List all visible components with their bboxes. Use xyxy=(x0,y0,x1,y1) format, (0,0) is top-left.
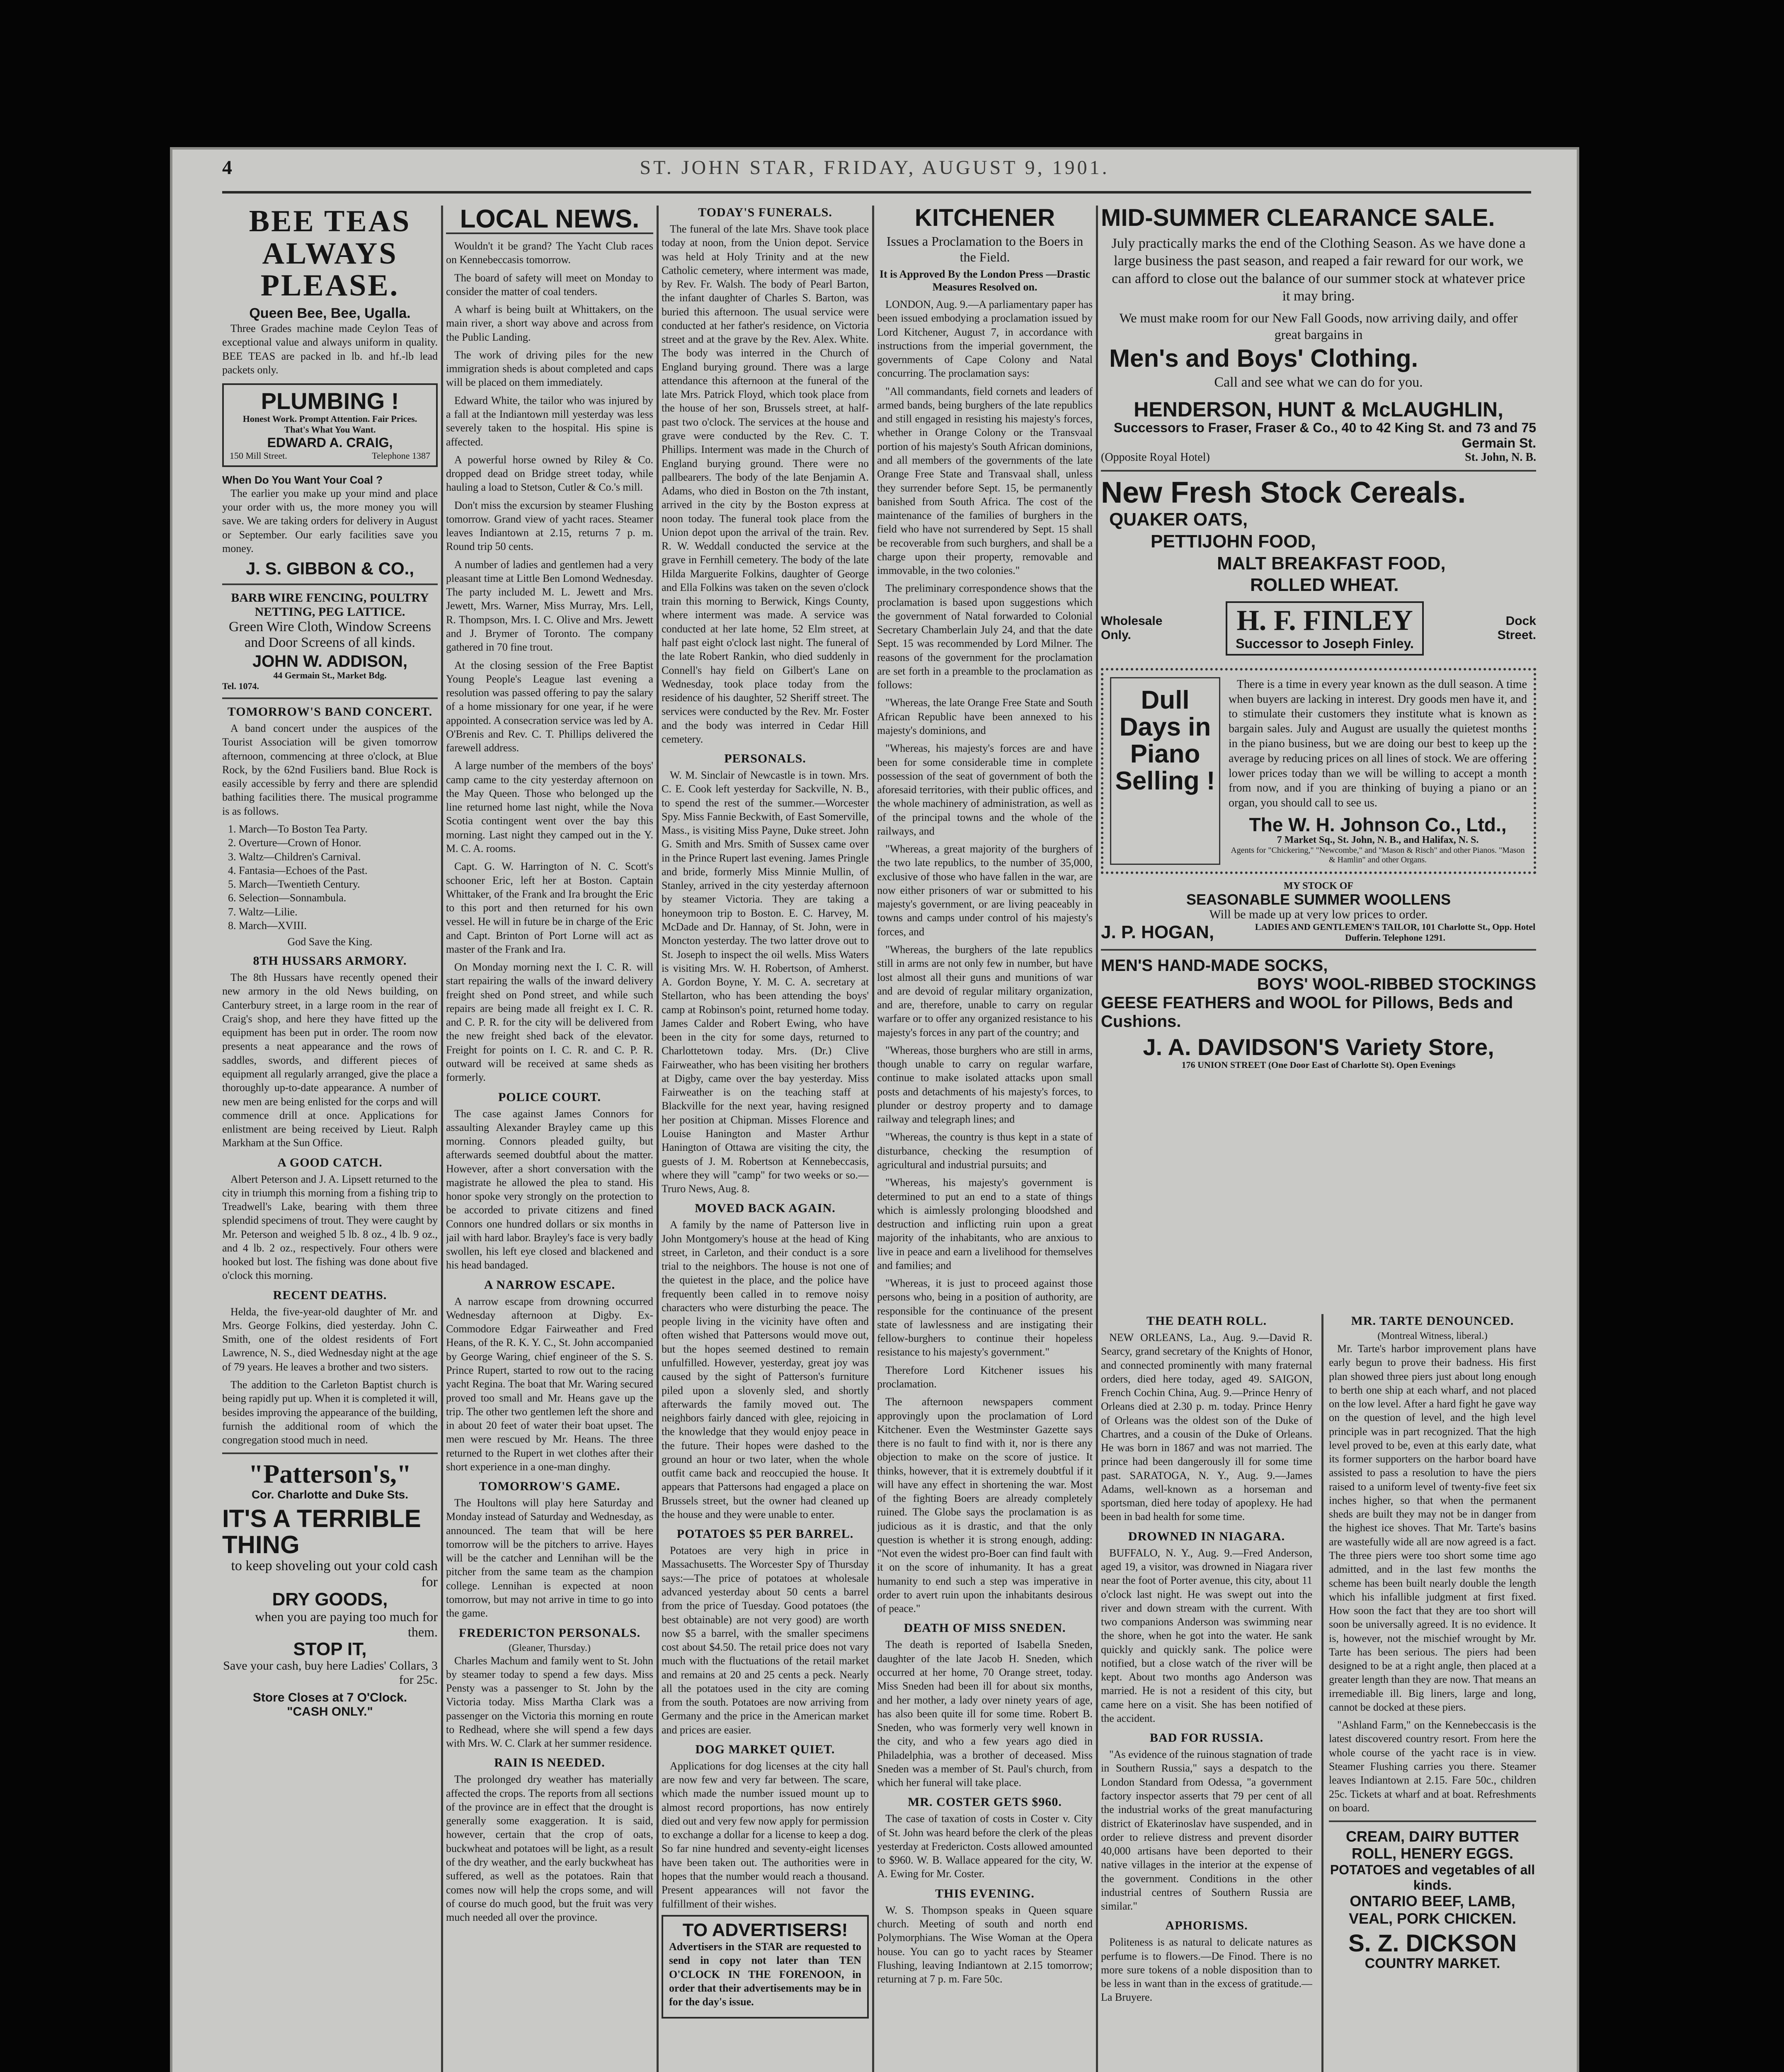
piano-ad xyxy=(1101,668,1536,874)
local-item: The work of driving piles for the new immigration sheds is about completed and caps will be placed on them immediately. xyxy=(446,349,653,389)
coster-heading: MR. COSTER GETS $960. xyxy=(908,1795,1062,1809)
russia-body: "As evidence of the ruinous stagnation of trade in Southern Russia," says a despatch to the London Standard from Odessa, "a government factory inspector asserts that 79 per cent of all the industrial works of the great manufacturing district of Ekaterinoslav have suspended, and in order to relieve distress and prevent disorder 40,000 artisans have been deported to their native villages in the interior at the expense of the government. Conditions in the other industrial centres of Southern Russia are similar." xyxy=(1101,1748,1312,1912)
davidson-address: 176 UNION STREET (One Door East of Charlotte St). Open Evenings xyxy=(1181,1060,1456,1070)
masthead xyxy=(172,152,1577,187)
death-roll-body: NEW ORLEANS, La., Aug. 9.—David R. Searcy, grand secretary of the Knights of Honor, and connected prominently with many fraternal orders, died here today, aged 49. SAIGON, French Cochin China, Aug. 9.—Prince Henry of Orleans died at 2.30 p. m. today. Prince Henry of Orleans was the oldest son of the Duke of Chartres, and a cousin of the Duke of Orleans. He was born in 1867 and was not married. The prince had been dangerously ill for some time past. SARATOGA, N. Y., Aug. 9.—James Adams, well-known as a horseman and sportsman, died here today of apoplexy. He had been in bad health for some time. xyxy=(1101,1331,1312,1523)
addison-name: JOHN W. ADDISON, xyxy=(252,652,408,671)
sale-body-2: We must make room for our New Fall Goods, now arriving daily, and offer great bargains in xyxy=(1119,310,1518,342)
personals-body: W. M. Sinclair of Newcastle is in town. Mrs. C. E. Cook left yesterday for Sackville, N. B., to spend the rest of the summer.—Worcester Spy. Miss Fannie Beckwith, of East Somerville, Mass., is visiting Miss Payne, Duke street. John G. Smith and Mrs. Smith of Sussex came over in the Prince Rupert last evening. James Pringle and bride, formerly Miss Minnie Mullin, of Stanley, arrived in the city yesterday afternoon by steamer Victoria. They are taking a honeymoon trip to Boston. E. C. Harvey, M. McDade and Dr. Hannay, of St. John, were in Moncton yesterday. The two latter drove out to St. Joseph to inspect the oil wells. Miss Waters is visiting Mrs. W. H. Robertson, of Amherst. A. Gordon Boyne, Y. M. C. A. secretary at Stellarton, who has been attending the boys' camp at Robinson's point, returned home today. James Calder and Robert Ewing, who have been in the city for some days, returned to Charlottetown today. Mrs. (Dr.) Clive Fairweather, who has been visiting her brothers at Digby, came over the bay yesterday. Miss Fairweather is on the teaching staff at Blackville for the next year, having resigned her position at Chipman. Misses Florence and Louise Hanington and Master Arthur Hanington of Ottawa are visiting the city, the guests of J. M. Robertson at Kennebeccasis, where they will "camp" for two weeks or so.—Truro News, Aug. 8. xyxy=(662,769,869,1195)
henderson-opposite: (Opposite Royal Hotel) xyxy=(1101,451,1210,464)
moved-body: A family by the name of Patterson live in John Montgomery's house at the head of King street, in Carleton, and their conduct is a sore trial to the neighbors. The house is not one of the quietest in the place, and the police have frequently been called in to remove noisy characters who were disturbing the peace. The people living in the vicinity have often and often wished that Pattersons would move out, but the hopes seemed destined to remain unfulfilled. However, yesterday, great joy was caused by the sight of Patterson's furniture piled upon a slovenly sled, and shortly afterwards the family moved out. The neighbors fairly danced with glee, rejoicing in the knowledge that they would enjoy peace in the future. Their hopes were dashed to the ground an hour or two later, when the whole outfit came back and reoccupied the house. It appears that Pattersons had engaged a place on Brussels street, but the owner had cleaned up the house and they were unable to enter. xyxy=(662,1219,869,1520)
coster-body: The case of taxation of costs in Coster v. City of St. John was heard before the clerk of the pleas yesterday at Fredericton. Costs allowed amounted to $960. W. B. Wallace appeared for the city, W. A. Ewing for Mr. Coster. xyxy=(877,1813,1093,1880)
divider xyxy=(1101,470,1536,472)
fredericton-body: Charles Machum and family went to St. John by steamer today to spend a few days. Miss Pensty was a passenger to St. John by the Victoria today. Miss Martha Clark was a passenger on the Victoria this morning en route to Redhead, where she will spend a few days with Mrs. W. C. Clark at her summer residence. xyxy=(446,1654,653,1750)
cereal-item: ROLLED WHEAT. xyxy=(1250,575,1399,595)
cereals-title: New Fresh Stock Cereals. xyxy=(1101,476,1466,510)
local-item: The board of safety will meet on Monday to consider the matter of coal tenders. xyxy=(446,271,653,298)
kitchener-para: Therefore Lord Kitchener issues his proclamation. xyxy=(877,1364,1093,1390)
kitchener-para: "Whereas, those burghers who are still in arms, though unable to carry on regular warfare, continue to make isolated attacks upon small posts and detachments of his majesty's forces, to plunder or destroy property and to damage railway and telegraph lines; and xyxy=(877,1044,1093,1126)
escape-heading: A NARROW ESCAPE. xyxy=(484,1278,616,1292)
dog-heading: DOG MARKET QUIET. xyxy=(695,1742,835,1756)
divider xyxy=(1101,949,1536,951)
sale-title: MID-SUMMER CLEARANCE SALE. xyxy=(1101,206,1495,231)
kitchener-title: KITCHENER xyxy=(914,206,1055,231)
potatoes-body: Potatoes are very high in price in Massachusetts. The Worcester Spy of Thursday says:—The price of potatoes at wholesale advanced yesterday about 50 cents a barrel from the price of Tuesday. Good potatoes (the best obtainable) are not very good) are worth now $5 a barrel, with the smaller specimens cost about $4.50. The retail price does not vary much with the fluctuations of the retail market and remains at 20 and 25 cents a peck. Nearly all the potatoes used in the city are coming from the south. Potatoes are now arriving from Germany and the price in the American market and prices are easier. xyxy=(662,1544,869,1736)
cereal-item: MALT BREAKFAST FOOD, xyxy=(1217,553,1446,574)
henderson-sub: Successors to Fraser, Fraser & Co., 40 to 42 King St. and 73 and 75 Germain St. xyxy=(1113,420,1536,451)
patterson-stop: STOP IT, xyxy=(293,1639,367,1659)
plumbing-title: PLUMBING ! xyxy=(261,388,399,414)
personals-heading: PERSONALS. xyxy=(724,752,806,766)
addison-lines: BARB WIRE FENCING, POULTRY NETTING, PEG LATTICE. xyxy=(231,591,429,619)
davidson-name: J. A. DAVIDSON'S Variety Store, xyxy=(1143,1034,1494,1060)
catch-body: Albert Peterson and J. A. Lipsett returned to the city in triumph this morning from a fishing trip to Treadwell's Lake, bearing with them three splendid specimens of trout. They were caught by Mr. Peterson and weighed 5 lb. 8 oz., 4 lb. 9 oz., and 4 lb. 2 oz., respectively. Four others were hooked but lost. The fishing was done about five o'clock this morning. xyxy=(222,1173,438,1282)
addison-body: Green Wire Cloth, Window Screens and Door Screens of all kinds. xyxy=(229,619,431,650)
local-item: A number of ladies and gentlemen had a very pleasant time at Little Ben Lomond Wednesday. The party included M. L. Jewett and Mrs. Jewett, Mrs. Warner, Miss Murray, Mrs. Lell, R. Thompson, Mrs. I. C. Olive and Mrs. Jewett and J. Brymer of Toronto. The company gathered in 70 fine trout. xyxy=(446,558,653,654)
piano-body: There is a time in every year known as the dull season. A time when buyers are lacking in interest. Dry goods men have it, and to stimulate their customers they institute what is known as bargain sales. July and August are usually the quietest months in the piano business, but we are doing our best to keep up the average by reducing prices on all lines of stock. We are offering lower prices today than we will be willing to accept a month from now, and if you are thinking of buying a piano or an organ, you should call to see us. xyxy=(1229,678,1527,810)
bee-teas-ad xyxy=(222,206,438,377)
patterson-name: "Patterson's," xyxy=(248,1459,412,1489)
patterson-closes: Store Closes at 7 O'Clock. xyxy=(252,1690,407,1704)
finley-successor: Successor to Joseph Finley. xyxy=(1236,636,1414,651)
kitchener-deck-2: It is Approved By the London Press —Drastic Measures Resolved on. xyxy=(879,268,1091,293)
dickson-line-2: POTATOES and vegetables of all kinds. xyxy=(1330,1862,1535,1893)
hogan-info: LADIES AND GENTLEMEN'S TAILOR, 101 Charlotte St., Opp. Hotel Dufferin. Telephone 1291. xyxy=(1255,922,1536,943)
cereal-item: PETTIJOHN FOOD, xyxy=(1151,531,1316,552)
addison-address: 44 Germain St., Market Bdg. xyxy=(273,670,387,681)
henderson-city: St. John, N. B. xyxy=(1465,451,1536,464)
finley-dock: Dock Street. xyxy=(1497,614,1536,642)
ashland-body: "Ashland Farm," on the Kennebeccasis is the latest discovered country resort. From here the whole course of the yacht race is in view. Steamer Flushing carries you there. Steamer leaves Indiantown at 2.15. Fare 50c., children 25c. Tickets at wharf and at boat. Refreshments on board. xyxy=(1329,1719,1536,1814)
funerals-body: The funeral of the late Mrs. Shave took place today at noon, from the Union depot. Service was held at Holy Trinity and at the new Catholic cemetery, where interment was made, by Rev. Fr. Walsh. The body of Pearl Barton, the infant daughter of Charles S. Barton, was buried this afternoon. The usual service were conducted at her father's residence, on Victoria street and at the grave by the Rev. Alex. White. The body was interred in the Church of England burying ground. There was a large attendance this afternoon at the funeral of the late Mrs. Patrick Floyd, which took place from the house of her son, Brussels street, at half-past two o'clock. The services at the house and grave were conducted by the Rev. C. T. Phillips. Interment was made in the Church of England burying ground. There were no pallbearers. The body of the late Benjamin A. Adams, who died in Boston on the 7th instant, arrived in the city by the Boston express at noon today. The funeral took place from the Union depot upon the arrival of the train. Rev. R. W. Weddall conducted the service at the grave in Fernhill cemetery. The body of the late Hilda Marguerite Folkins, daughter of George and Ella Folkins was taken on the seven o'clock train this morning to Berwick, Kings County, where interment was made. A service was conducted at her late home, 52 Elm street, at half past eight o'clock last night. The funeral of the late Robert Rankin, who died suddenly in Connell's hay field on Gilbert's Lane on Wednesday, took place today from the residence of his daughter, 52 Sheriff street. The services were conducted by the Rev. Mr. Foster and the body was interred in Cedar Hill cemetery. xyxy=(662,223,869,745)
bee-teas-title: BEE TEAS ALWAYS PLEASE. xyxy=(249,206,411,303)
header-rule xyxy=(222,191,1531,194)
plumbing-name: EDWARD A. CRAIG, xyxy=(267,435,393,450)
kitchener-para: "Whereas, it is just to proceed against those persons who, being in a position of authority, are responsible for the continuance of the present state of lawlessness and are instigating their fellow-burghers to continue their hopeless resistance to his majesty's government." xyxy=(877,1277,1093,1358)
dickson-line-3: ONTARIO BEEF, LAMB, VEAL, PORK CHICKEN. xyxy=(1348,1893,1517,1927)
programme-item: 3. Waltz—Children's Carnival. xyxy=(239,850,438,864)
local-item: At the closing session of the Free Baptist Young People's League last evening a resolution was passed offering to pay the salary of a home missionary for one year, if he were appointed. A consecration service was led by A. O'Brenis and Rev. C. T. Phillips delivered the farewell address. xyxy=(446,659,653,754)
programme-item: 2. Overture—Crown of Honor. xyxy=(239,836,438,850)
bee-teas-body: Three Grades machine made Ceylon Teas of exceptional value and always uniform in quality. BEE TEAS are packed in lb. and hf.-lb lead packets only. xyxy=(222,322,438,376)
plumbing-address: 150 Mill Street. xyxy=(230,450,287,461)
local-item: Wouldn't it be grand? The Yacht Club races on Kennebeccasis tomorrow. xyxy=(446,240,653,266)
kitchener-deck-1: Issues a Proclamation to the Boers in the Field. xyxy=(886,233,1083,265)
sneden-body: The death is reported of Isabella Sneden, daughter of the late Jacob H. Sneden, which occurred at her home, 70 Orange street, today. Miss Sneden had been ill for about six months, and her mother, a lady over ninety years of age, has also been quite ill for some time. Robert B. Sneden, who was formerly very well known in the city, and who a few years ago died in Philadelphia, was a brother of deceased. Miss Sneden was a member of St. Paul's church, from which her funeral will take place. xyxy=(877,1639,1093,1789)
coal-question: When Do You Want Your Coal ? xyxy=(222,473,383,486)
column-rule xyxy=(1096,206,1098,2072)
programme-item: 6. Selection—Sonnambula. xyxy=(239,891,438,905)
hogan-name: J. P. HOGAN, xyxy=(1101,922,1214,943)
henderson-name: HENDERSON, HUNT & McLAUGHLIN, xyxy=(1134,397,1503,421)
kitchener-para: "Whereas, the country is thus kept in a state of disturbance, checking the resumption of agricultural and industrial pursuits; and xyxy=(877,1131,1093,1171)
local-item: Don't miss the excursion by steamer Flushing tomorrow. Grand view of yacht races. Steamer leaves Indiantown at 2.15, returns 7 p. m. Round trip 50 cents. xyxy=(446,499,653,553)
hogan-title: SEASONABLE SUMMER WOOLLENS xyxy=(1186,891,1451,908)
plumbing-ad xyxy=(222,383,438,467)
niagara-body: BUFFALO, N. Y., Aug. 9.—Fred Anderson, aged 19, a visitor, was drowned in Niagara river near the foot of Porter avenue, this city, about 11 o'clock last night. He was swept out into the river and down stream with the current. With two companions Anderson was swimming near the shore, when he got into the water. He sank quickly and quickly sank. The police were notified, but a close watch of the river will be kept. About two months ago Anderson was married. He is not a resident of this city, but came here on a visit. She has been notified of the accident. xyxy=(1101,1547,1312,1724)
kitchener-para: "Whereas, his majesty's government is determined to put an end to a state of things which is aimlessly prolonging bloodshed and destruction and inflicting ruin upon a great majority of the inhabitants, who are anxious to live in peace and earn a livelihood for themselves and families; and xyxy=(877,1176,1093,1271)
game-body: The Houltons will play here Saturday and Monday instead of Saturday and Wednesday, as announced. The team that will be here tomorrow will be the pitchers to arrive. Hayes will be the catcher and Lennihan will be the pitcher from the same team as the champion college. Lennihan is expected at noon tomorrow, but may not arrive in time to go into the game. xyxy=(446,1497,653,1619)
rain-heading: RAIN IS NEEDED. xyxy=(494,1756,605,1770)
local-item: On Monday morning next the I. C. R. will start repairing the walls of the inward delivery freight shed on Pond street, and while such repairs are being made all freight ex I. C. R. and C. P. R. for the city will be delivered from the new freight shed back of the elevator. Freight for points on I. C. R. and C. P. R. outward will be received at same sheds as formerly. xyxy=(446,961,653,1084)
davidson-line-1: MEN'S HAND-MADE SOCKS, xyxy=(1101,956,1328,975)
advertisers-heading: TO ADVERTISERS! xyxy=(682,1920,848,1940)
patterson-line3: Save your cash, buy here Ladies' Collars, 3 for 25c. xyxy=(223,1658,438,1687)
cereal-item: QUAKER OATS, xyxy=(1109,509,1248,530)
plumbing-phone: Telephone 1387 xyxy=(372,450,430,461)
armory-heading: 8TH HUSSARS ARMORY. xyxy=(253,954,407,968)
tarte-body: Mr. Tarte's harbor improvement plans have early begun to prove their badness. His first plan showed three piers just about long enough to berth one ship at each wharf, and not placed on the low level. After a hard fight he gave way on the question of level, and the high level principle was in part recognized. That the high level proved to be, even at this early date, what its former supporters on the harbor board have assisted to pass a resolution to have the piers raised to a uniform level of twenty-five feet six inches higher, so that when the permanent sheds are built they may not be in danger from the highest ice shoves. That Mr. Tarte's basins are wastefully wide all are now agreed is a fact. The three piers were too short some time ago admitted, and in the last few months the scheme has been built nearly double the length which his infallible judgment at first fixed. How soon the fact that they are too short will soon be universally agreed. It is no evidence. It is, however, not the mischief wrought by Mr. Tarte has been serious. The piers had been designed to be at a right angle, then placed at a greater length than they are now. That means an irremediable ill. Big liners, large and long, cannot be docked at these piers. xyxy=(1329,1343,1536,1713)
divider xyxy=(1329,1820,1536,1822)
hogan-sub: Will be made up at very low prices to order. xyxy=(1209,908,1428,922)
column-4 xyxy=(877,206,1093,2072)
patterson-line1: to keep shoveling out your cold cash for xyxy=(231,1558,438,1590)
rain-body: The prolonged dry weather has materially affected the crops. The reports from all sections of the province are in effect that the drought is generally some exaggeration. It is said, however, certain that the crop of oats, buckwheat and potatoes will be light, as a result of the dry weather, and the early buckwheat has suffered, as well as the potatoes. Rain that comes now will help the crops some, and will of course do much good, but the fruit was very much needed all over the province. xyxy=(446,1773,653,1924)
local-item: A powerful horse owned by Riley & Co. dropped dead on Bridge street today, while hauling a load to Stetson, Cutler & Co.'s mill. xyxy=(446,453,653,494)
evening-heading: THIS EVENING. xyxy=(935,1886,1035,1900)
funerals-heading: TODAY'S FUNERALS. xyxy=(698,206,832,219)
fredericton-source: (Gleaner, Thursday.) xyxy=(509,1642,591,1653)
sneden-heading: DEATH OF MISS SNEDEN. xyxy=(904,1621,1066,1635)
deaths-body: Helda, the five-year-old daughter of Mr. and Mrs. George Folkins, died yesterday. John C. Smith, one of the oldest residents of Fort Lawrence, N. S., died Wednesday night at the age of 79 years. He leaves a brother and two sisters. xyxy=(222,1305,438,1373)
patterson-line2: when you are paying too much for them. xyxy=(255,1609,438,1639)
divider xyxy=(222,1452,438,1454)
local-item: A large number of the members of the boys' camp came to the city yesterday afternoon on the May Queen. Those who belonged up the line returned home last night, while the Nova Scotia contingent went over the bay this morning. Last night they camped out in the Y. M. C. A. rooms. xyxy=(446,760,653,854)
aphorisms-body: Politeness is as natural to delicate natures as perfume is to flowers.—De Finod. There is no more sure tokens of a noble disposition than to be less in want than in the excess of gratitude.—La Bruyere. xyxy=(1101,1936,1312,2004)
programme-item: 5. March—Twentieth Century. xyxy=(239,877,438,891)
piano-agents: Agents for "Chickering," "Newcombe," and "Mason & Risch" and other Pianos. "Mason & Hamlin" and other Organs. xyxy=(1231,846,1525,865)
patterson-cash: "CASH ONLY." xyxy=(287,1704,373,1719)
potatoes-heading: POTATOES $5 PER BARREL. xyxy=(676,1527,854,1541)
kitchener-para: The afternoon newspapers comment approvingly upon the proclamation of Lord Kitchener. Even the Westminster Gazette says there is no fault to find with it, nor is there any objection to make on the score of justice. It thinks, however, that it is extremely doubtful if it will have any effect in shortening the war. Most of the fighting Boers are already completely ruined. The Globe says the proclamation is as judicious as it is drastic, and that the only question is whether it is strong enough, adding: "Not even the widest pro-Boer can find fault with it on the score of inhumanity. It has a great humanity to end such a step was imperative in order to avert ruin upon the inhabitants desirous of peace." xyxy=(877,1396,1093,1615)
patterson-headline: IT'S A TERRIBLE THING xyxy=(222,1504,421,1559)
kitchener-para: "All commandants, field cornets and leaders of armed bands, being burghers of the late republics and still engaged in resisting his majesty's forces, whether in Orange Colony or the Transvaal portion of his majesty's South African dominions, and all members of the governments of the late Orange Free State and Transvaal shall, unless they surrender before Sept. 15, be permanently banished from South Africa. The cost of the maintenance of the families of burghers in the field who have not surrendered by Sept. 15 shall be recoverable from such burghers, and shall be a charge upon their property, removable and immovable, in the two colonies." xyxy=(877,385,1093,577)
programme-item: 1. March—To Boston Tea Party. xyxy=(239,822,438,836)
plumbing-tagline: Honest Work. Prompt Attention. Fair Prices. That's What You Want. xyxy=(242,413,417,435)
finley-wholesale: Wholesale Only. xyxy=(1101,614,1163,642)
finley-box xyxy=(1226,601,1424,656)
kitchener-para: "Whereas, the late Orange Free State and South African Republic have been annexed to his majesty's dominions, and xyxy=(877,697,1093,737)
column-2 xyxy=(446,206,653,2072)
band-heading: TOMORROW'S BAND CONCERT. xyxy=(227,705,433,719)
armory-body: The 8th Hussars have recently opened their new armory in the old News building, on Canterbury street, in a large room in the rear of Craig's shop, and here they have fitted up the equipment has been put in order. The room now presents a neat appearance and the rows of saddles, swords, and different pieces of equipment all regularly arranged, give the place a thoroughly up-to-date appearance. A number of new men are being enlisted for the corps and will commence drill at once. Applications for enlistment are being received by Lieut. Ralph Markham at the Sun Office. xyxy=(222,971,438,1149)
programme-item: 7. Waltz—Lilie. xyxy=(239,905,438,919)
moved-heading: MOVED BACK AGAIN. xyxy=(695,1201,836,1215)
band-close: God Save the King. xyxy=(287,936,373,948)
patterson-goods: DRY GOODS, xyxy=(272,1589,388,1610)
local-item: Capt. G. W. Harrington of N. C. Scott's schooner Eric, left her at Boston. Captain Whittaker, of the Frank and Ira brought the Eric to this port and then returned for his own vessel. He will in future be in charge of the Eric and Capt. Brinton of Port Lorne will act as master of the Frank and Ira. xyxy=(446,860,653,955)
dickson-name: S. Z. DICKSON xyxy=(1348,1930,1517,1957)
programme-item: 4. Fantasia—Echoes of the Past. xyxy=(239,864,438,877)
sale-big: Men's and Boys' Clothing. xyxy=(1109,344,1418,372)
game-heading: TOMORROW'S GAME. xyxy=(479,1479,621,1493)
kitchener-para: LONDON, Aug. 9.—A parliamentary paper has been issued embodying a proclamation issued by Lord Kitchener, August 7, in accordance with instructions from the imperial government, the governments of Cape Colony and Natal concurring. The proclamation says: xyxy=(877,298,1093,380)
piano-company: The W. H. Johnson Co., Ltd., xyxy=(1249,814,1507,836)
piano-dull: Dull Days in Piano Selling ! xyxy=(1110,677,1220,865)
dickson-line-1: CREAM, DAIRY BUTTER ROLL, HENERY EGGS. xyxy=(1345,1828,1519,1862)
local-item: Edward White, the tailor who was injured by a fall at the Indiantown mill yesterday was less severely taken to the hospital. His spine is affected. xyxy=(446,394,653,448)
piano-address: 7 Market Sq., St. John, N. B., and Halifax, N. S. xyxy=(1277,835,1479,846)
column-rule xyxy=(1321,1314,1323,2072)
death-roll-heading: THE DEATH ROLL. xyxy=(1146,1314,1267,1328)
column-3 xyxy=(662,206,869,2072)
dateline: ST. JOHN STAR, FRIDAY, AUGUST 9, 1901. xyxy=(640,157,1110,179)
advertisers-notice xyxy=(662,1915,869,2019)
russia-heading: BAD FOR RUSSIA. xyxy=(1149,1731,1264,1745)
fredericton-heading: FREDERICTON PERSONALS. xyxy=(458,1626,641,1640)
evening-body: W. S. Thompson speaks in Queen square church. Meeting of south and north end Polymorphians. The Wise Woman at the Opera house. You can go to yacht races by Steamer Flushing, leaving Indiantown at 2.15 tomorrow; returning at 7 p. m. Fare 50c. xyxy=(877,1904,1093,1985)
kitchener-para: "Whereas, a great majority of the burghers of the two late republics, to the number of 35,000, exclusive of those who have fallen in the war, are now either prisoners of war or submitted to his majesty's government, or are living peaceably in towns and camps under control of his majesty's forces, and xyxy=(877,843,1093,938)
aphorisms-heading: APHORISMS. xyxy=(1165,1919,1248,1933)
police-body: The case against James Connors for assaulting Alexander Brayley came up this morning. Connors pleaded guilty, but afterwards seemed doubtful about the matter. However, after a short conversation with the magistrate he allowed the plea to stand. His honor spoke very strongly on the protection to be accorded to private citizens and fined Connors one hundred dollars or six months in jail with hard labor. Brayley's face is very badly swollen, his left eye closed and blackened and his head bandaged. xyxy=(446,1107,653,1271)
gibbon-name: J. S. GIBBON & CO., xyxy=(245,559,414,579)
local-item: A wharf is being built at Whittakers, on the main river, a short way above and across from the Public Landing. xyxy=(446,303,653,343)
hogan-top: MY STOCK OF xyxy=(1283,881,1353,892)
column-7 xyxy=(1329,1314,1536,2072)
local-news-title: LOCAL NEWS. xyxy=(446,206,653,234)
divider xyxy=(222,583,438,585)
tarte-source: (Montreal Witness, liberal.) xyxy=(1377,1331,1488,1341)
escape-body: A narrow escape from drowning occurred Wednesday afternoon at Digby. Ex-Commodore Edgar Fairweather and Fred Heans, of the R. K. Y. C., St. John accompanied by George Waring, chief engineer of the S. S. Prince Rupert, started to row out to the racing yacht Regina. The boat that Mr. Waring secured proved too small and Mr. Heans gave up the trip. The other two gentlemen left the shore and in about 20 feet of water their boat upset. The men were rescued by Mr. Heans. The three returned to the Rupert in wet clothes after their short experience in a one-man dinghy. xyxy=(446,1295,653,1473)
addison-tel: Tel. 1074. xyxy=(222,681,259,692)
kitchener-para: "Whereas, his majesty's forces are and have been for some considerable time in complete possession of the seat of government of both the aforesaid territories, with their public offices, and the whole machinery of administration, as well as of the principal towns and the whole of the railways, and xyxy=(877,742,1093,837)
police-heading: POLICE COURT. xyxy=(498,1090,601,1104)
davidson-line-2: BOYS' WOOL-RIBBED STOCKINGS xyxy=(1257,975,1536,994)
niagara-heading: DROWNED IN NIAGARA. xyxy=(1128,1529,1285,1543)
band-body: A band concert under the auspices of the Tourist Association will be given tomorrow afternoon, commencing at three o'clock, at Blue Rock, by the 62nd Fusiliers band. Blue Rock is easily accessible by ferry and there are splendid bathing facilities there. The musical programme is as follows. xyxy=(222,722,438,817)
davidson-line-3: GEESE FEATHERS and WOOL for Pillows, Beds and Cushions. xyxy=(1101,994,1513,1031)
divider xyxy=(222,697,438,699)
patterson-address: Cor. Charlotte and Duke Sts. xyxy=(251,1488,409,1501)
tarte-heading: MR. TARTE DENOUNCED. xyxy=(1351,1314,1514,1328)
coal-body: The earlier you make up your mind and place your order with us, the more money you will save. We are taking orders for delivery in August or September. Our early facilities save you money. xyxy=(222,487,438,554)
catch-heading: A GOOD CATCH. xyxy=(277,1155,383,1169)
finley-name: H. F. FINLEY xyxy=(1236,605,1413,637)
newspaper-page xyxy=(170,147,1579,2072)
deaths-heading: RECENT DEATHS. xyxy=(273,1288,387,1302)
column-rule xyxy=(872,206,874,2072)
advertisers-body: Advertisers in the STAR are requested to send in copy not later than TEN O'CLOCK IN THE FORENOON, in order that their advertisements may be in for the day's issue. xyxy=(669,1941,861,2008)
dog-body: Applications for dog licenses at the city hall are now few and very far between. The scare, which made the number issued mount up to almost record proportions, has now entirely died out and very few now apply for permission to exchange a dollar for a license to keep a dog. So far nine hundred and seventy-eight licenses have been taken out. The authorities were in hopes that the number would reach a thousand. Present appearances will not favor the fulfillment of their wishes. xyxy=(662,1760,869,1910)
page-number: 4 xyxy=(222,157,232,179)
column-rule xyxy=(441,206,443,2072)
bee-teas-subtitle: Queen Bee, Bee, Ugalla. xyxy=(249,305,411,322)
column-rule xyxy=(657,206,659,2072)
dickson-market: COUNTRY MARKET. xyxy=(1365,1956,1500,1972)
programme-item: 8. March—XVIII. xyxy=(239,919,438,932)
sale-body: July practically marks the end of the Clothing Season. As we have done a large business the past season, and reaped a fair reward for our work, we can afford to close out the balance of our summer stock at whatever price it may bring. xyxy=(1111,235,1526,304)
column-6 xyxy=(1101,1314,1312,2072)
kitchener-para: "Whereas, the burghers of the late republics still in arms are not only few in number, but have lost almost all their guns and munitions of war and are devoid of regular military organization, and are, therefore, unable to carry on regular warfare or to offer any organized resistance to his majesty's forces in any part of the country; and xyxy=(877,944,1093,1038)
church-addition: The addition to the Carleton Baptist church is being rapidly put up. When it is completed it will, besides improving the appearance of the building, furnish the additional room of which the congregation stood much in need. xyxy=(222,1379,438,1446)
column-1 xyxy=(222,206,438,2072)
ads-block xyxy=(1101,206,1536,1308)
kitchener-para: The preliminary correspondence shows that the proclamation is based upon suggestions which the government of Natal forwarded to Colonial Secretary Chamberlain July 24, and that the date Sept. 15 was recommended by Lord Milner. The reasons of the government for the proclamation are set forth in a preamble to the proclamation as follows: xyxy=(877,582,1093,691)
band-programme xyxy=(239,822,438,932)
sale-call: Call and see what we can do for you. xyxy=(1214,374,1423,390)
